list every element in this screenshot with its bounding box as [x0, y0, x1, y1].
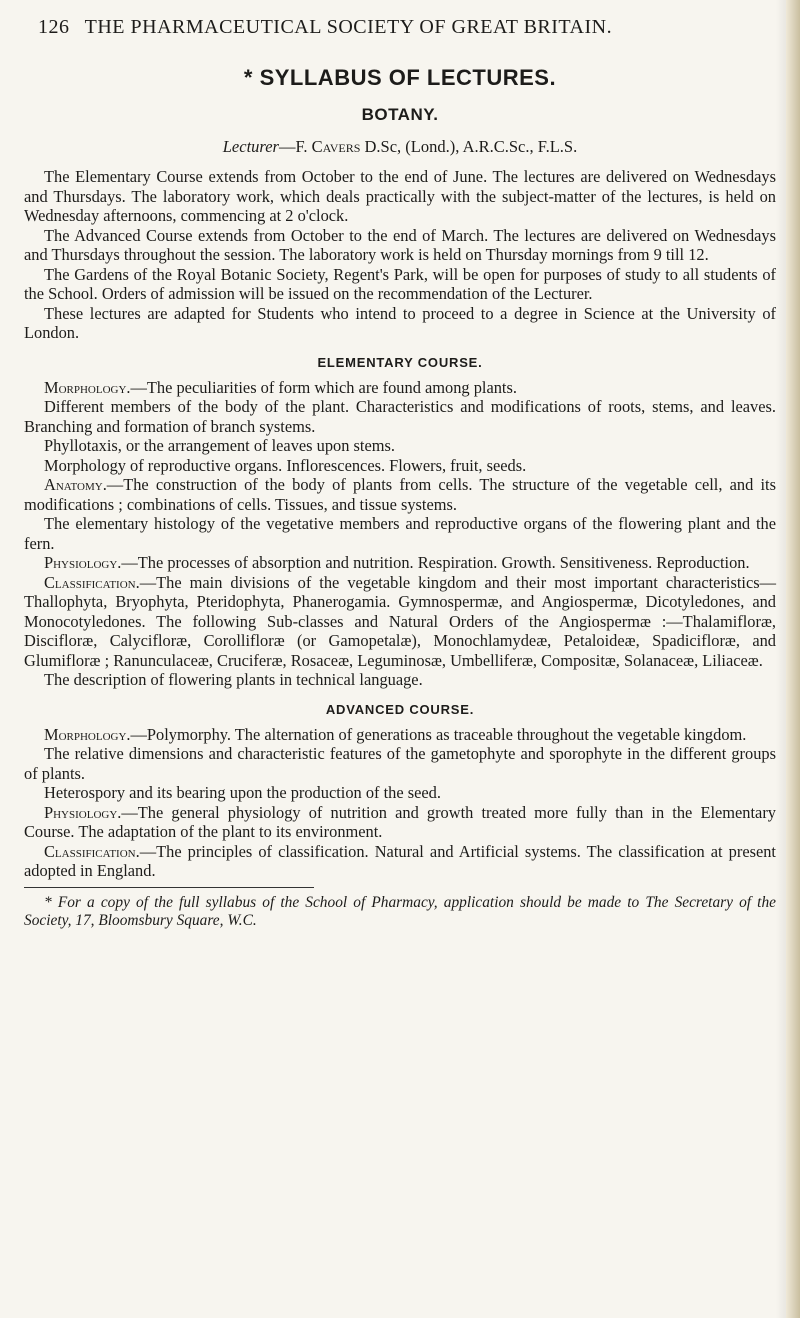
footnote-divider	[24, 887, 314, 888]
lecturer-credentials: D.Sc, (Lond.), A.R.C.Sc., F.L.S.	[360, 137, 578, 156]
lecturer-role: Lecturer	[222, 137, 279, 156]
elementary-anatomy-detail: The elementary histology of the vegetative members and reproductive organs of the flowering plant and the fern.	[24, 514, 776, 553]
intro-paragraph: The Gardens of the Royal Botanic Society, Regent's Park, will be open for purposes of study to all students of the School. Orders of admission will be issued on the recommendation of the Lecturer.	[24, 264, 776, 303]
lecturer-line	[24, 137, 776, 157]
page-edge	[786, 0, 800, 1318]
topic-text: —The general physiology of nutrition and growth treated more fully than in the Elementary Course. The adaptation of the plant to its environment.	[24, 802, 776, 841]
advanced-course-heading: ADVANCED COURSE.	[325, 701, 475, 717]
topic-heading: Classification.	[44, 572, 140, 592]
elementary-classification-detail: The description of flowering plants in technical language.	[44, 670, 423, 689]
topic-text: —The principles of classification. Natural and Artificial systems. The classification at present adopted in England.	[24, 841, 776, 880]
topic-heading: Morphology.	[44, 724, 131, 744]
topic-text: —The processes of absorption and nutrition. Respiration. Growth. Sensitiveness. Reproduction.	[121, 553, 750, 572]
topic-heading: Anatomy.	[44, 475, 107, 494]
intro-paragraph: The Elementary Course extends from October to the end of June. The lectures are delivered on Wednesdays and Thursdays. The laboratory work, which deals practically with the subject-matter of the lectures, is held on Wednesday afternoons, commencing at 2 o'clock.	[24, 167, 776, 225]
elementary-morphology-detail: Phyllotaxis, or the arrangement of leaves upon stems.	[44, 436, 395, 455]
lecturer-name: F. Cavers	[295, 137, 361, 156]
book-page	[24, 16, 776, 931]
topic-text: —The main divisions of the vegetable kingdom and their most important characteristics—Thallophyta, Bryophyta, Pteridophyta, Phanerogamia. Gymnospermæ, and Angiospermæ, Dicotyledones, and Monocotyledones. The following Sub-classes and Natural Orders of the Angiospermæ :—Thalamifloræ, Discifloræ, Calycifloræ, Corollifloræ (or Gamopetalæ), Monochlamydeæ, Petaloideæ, Spadicifloræ, and Glumifloræ ; Ranunculaceæ, Cruciferæ, Rosaceæ, Leguminosæ, Umbelliferæ, Compositæ, Solanaceæ, Liliaceæ.	[24, 572, 776, 670]
topic-heading: Morphology.	[44, 377, 131, 397]
topic-text: —The peculiarities of form which are found among plants.	[130, 377, 517, 397]
footnote: * For a copy of the full syllabus of the School of Pharmacy, application should be made to The Secretary of the Society, 17, Bloomsbury Square, W.C.	[24, 893, 776, 929]
topic-heading: Classification.	[44, 841, 140, 861]
elementary-classification	[24, 573, 776, 671]
intro-paragraph: These lectures are adapted for Students who intend to proceed to a degree in Science at the University of London.	[24, 303, 776, 342]
elementary-course-heading: ELEMENTARY COURSE.	[317, 354, 483, 370]
topic-text: —Polymorphy. The alternation of generations as traceable throughout the vegetable kingdom.	[130, 724, 747, 744]
subject-title: BOTANY.	[361, 105, 439, 124]
advanced-physiology	[24, 803, 776, 842]
elementary-anatomy	[24, 475, 776, 514]
elementary-morphology-detail: Different members of the body of the plant. Characteristics and modifications of roots, stems, and leaves. Branching and formation of branch systems.	[24, 397, 776, 436]
topic-text: —The construction of the body of plants from cells. The structure of the vegetable cell, and its modifications ; combinations of cells. Tissues, and tissue systems.	[24, 475, 776, 514]
elementary-physiology	[24, 553, 776, 573]
syllabus-title: * SYLLABUS OF LECTURES.	[243, 65, 557, 90]
topic-heading: Physiology.	[44, 802, 122, 822]
running-head	[38, 16, 776, 39]
advanced-morphology	[24, 725, 776, 745]
advanced-morphology-detail: The relative dimensions and characteristic features of the gametophyte and sporophyte in the different groups of plants.	[24, 744, 776, 783]
page-number: 126	[38, 16, 70, 38]
topic-heading: Physiology.	[44, 553, 122, 572]
lecturer-separator: —	[278, 137, 296, 156]
intro-paragraph: The Advanced Course extends from October to the end of March. The lectures are delivered on Wednesdays and Thursdays throughout the session. The laboratory work is held on Thursday mornings from 9 till 12.	[24, 225, 776, 264]
advanced-classification	[24, 842, 776, 881]
elementary-morphology	[24, 378, 776, 398]
advanced-morphology-detail: Heterospory and its bearing upon the production of the seed.	[44, 783, 441, 802]
page-edge-shadow	[776, 0, 786, 1318]
running-head-title: THE PHARMACEUTICAL SOCIETY OF GREAT BRITAIN.	[84, 16, 613, 38]
elementary-morphology-detail: Morphology of reproductive organs. Inflorescences. Flowers, fruit, seeds.	[44, 455, 527, 475]
